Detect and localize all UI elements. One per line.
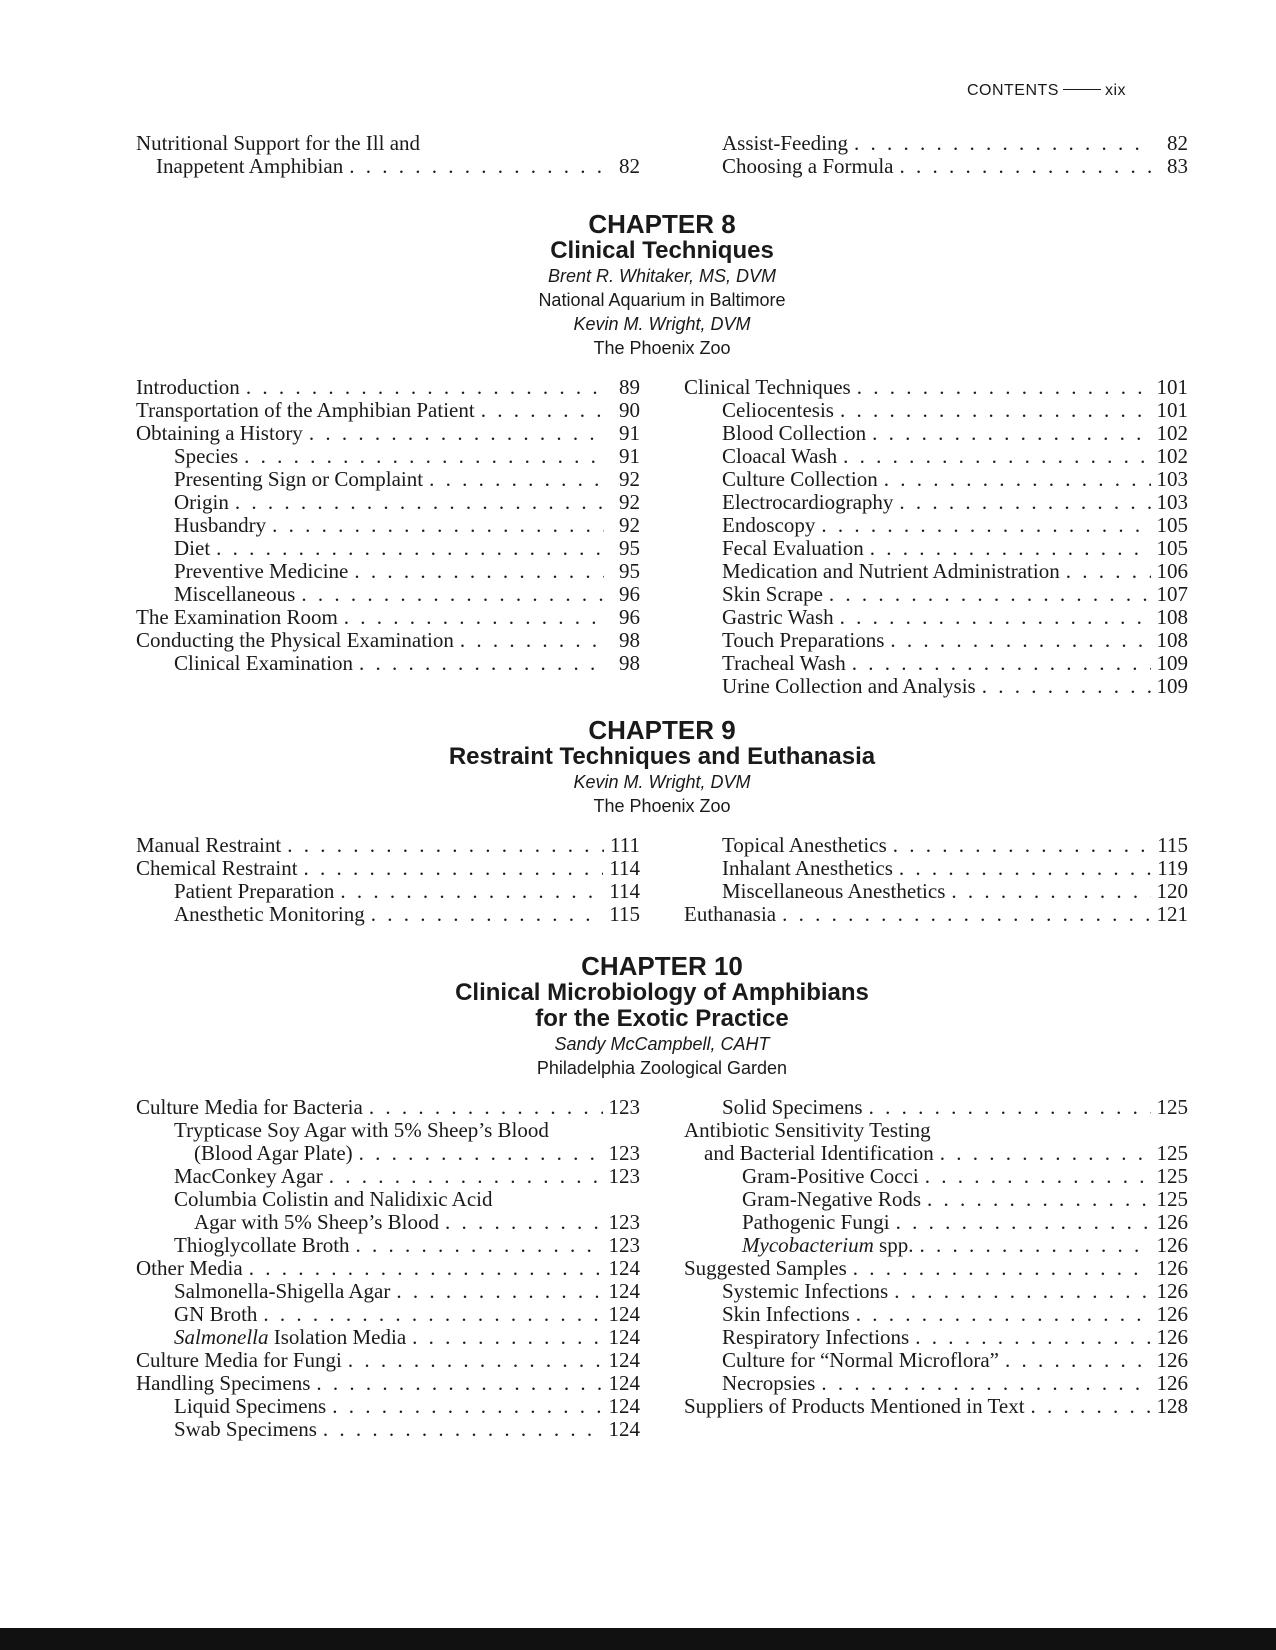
- toc-entry: [684, 1119, 1188, 1142]
- toc-entry-title: Husbandry: [174, 513, 267, 537]
- toc-entry: [136, 1096, 640, 1119]
- toc-entry-title: Diet: [174, 536, 211, 560]
- toc-leader-dots: [445, 1211, 603, 1234]
- toc-entry: [684, 399, 1188, 422]
- toc-entry-title: Cloacal Wash: [722, 444, 838, 468]
- toc-entry-page: 124: [608, 1302, 640, 1326]
- chapter-institution: The Phoenix Zoo: [593, 796, 731, 816]
- toc-leader-dots: [829, 583, 1151, 606]
- toc-leader-dots: [309, 422, 604, 445]
- toc-entry-page: 91: [619, 421, 640, 445]
- toc-entry-page: 125: [1156, 1141, 1188, 1165]
- toc-entry-title: Preventive Medicine: [174, 559, 349, 583]
- toc-entry: [136, 583, 640, 606]
- toc-entry: Choosing a Formula . . . 83: [722, 155, 1188, 178]
- toc-entry: [684, 1234, 1188, 1257]
- toc-entry-title: Topical Anesthetics: [722, 833, 887, 857]
- toc-entry-page: 123: [608, 1095, 640, 1119]
- toc-entry: [684, 1096, 1188, 1119]
- toc-leader-dots: [899, 857, 1151, 880]
- contents-continuation: [136, 132, 1188, 178]
- toc-entry-page: 126: [1156, 1256, 1188, 1280]
- chapter-heading: [136, 952, 1188, 1080]
- toc-entry-title: Transportation of the Amphibian Patient: [136, 398, 475, 422]
- toc-leader-dots: [843, 445, 1150, 468]
- toc-leader-dots: [893, 834, 1152, 857]
- toc-entry: [684, 1395, 1188, 1418]
- toc-entry: [684, 1211, 1188, 1234]
- chapter-9: [136, 716, 1188, 926]
- toc-entry-page: 124: [608, 1325, 640, 1349]
- toc-entry-title: Gastric Wash: [722, 605, 834, 629]
- toc-leader-dots: [821, 1372, 1150, 1395]
- toc-leader-dots: [412, 1326, 602, 1349]
- toc-entry-title: Introduction: [136, 375, 240, 399]
- toc-entry: [136, 468, 640, 491]
- toc-entry-page: 124: [608, 1417, 640, 1441]
- toc-entry-title: Manual Restraint: [136, 833, 282, 857]
- toc-entry-page: 95: [619, 536, 640, 560]
- toc-leader-dots: [216, 537, 604, 560]
- toc-col-right: [684, 132, 1188, 178]
- chapter-author: Sandy McCampbell, CAHT: [554, 1034, 770, 1054]
- toc-entry-page: 92: [619, 467, 640, 491]
- chapter-author: Kevin M. Wright, DVM: [573, 772, 751, 792]
- toc-leader-dots: [460, 629, 604, 652]
- toc-entry-title: Gram-Negative Rods: [742, 1187, 922, 1211]
- toc-leader-dots: [396, 1280, 602, 1303]
- toc-entry: [684, 537, 1188, 560]
- toc-leader-dots: [348, 1349, 603, 1372]
- toc-leader-dots: [927, 1188, 1150, 1211]
- toc-entry-title: Pathogenic Fungi: [742, 1210, 890, 1234]
- toc-entry-title: Culture Collection: [722, 467, 878, 491]
- toc-entry-title: Origin: [174, 490, 229, 514]
- toc-entry: [684, 629, 1188, 652]
- toc-entry: [684, 1372, 1188, 1395]
- toc-entry: [136, 903, 640, 926]
- toc-leader-dots: [925, 1165, 1151, 1188]
- toc-entry-title: GN Broth: [174, 1302, 258, 1326]
- toc-entry: [136, 857, 640, 880]
- toc-entry-page: 101: [1156, 375, 1188, 399]
- toc-entry-title: Systemic Infections: [722, 1279, 889, 1303]
- toc-entry: [136, 491, 640, 514]
- toc-entry: [136, 652, 640, 675]
- running-head-section: CONTENTS: [966, 82, 1059, 99]
- toc-entry: [684, 491, 1188, 514]
- toc-leader-dots: [332, 1395, 602, 1418]
- toc-entry-title: Celiocentesis: [722, 398, 834, 422]
- toc-entry: [684, 1280, 1188, 1303]
- toc-leader-dots: [263, 1303, 602, 1326]
- toc-entry-page: 121: [1156, 902, 1188, 926]
- toc-leader-dots: [359, 1142, 603, 1165]
- toc-col-right: [684, 834, 1188, 926]
- toc-entry-page: 115: [1157, 833, 1188, 857]
- toc-leader-dots: [940, 1142, 1151, 1165]
- toc-leader-dots: [870, 537, 1151, 560]
- toc-entry: Nutritional Support for the Ill and: [136, 131, 421, 155]
- toc-leader-dots: [359, 652, 604, 675]
- toc-leader-dots: [323, 1418, 603, 1441]
- toc-leader-dots: [857, 376, 1151, 399]
- toc-col-left: [136, 834, 640, 926]
- toc-entry-page: 126: [1156, 1210, 1188, 1234]
- toc-entry-title: Tracheal Wash: [722, 651, 846, 675]
- toc-entry-page: 126: [1156, 1371, 1188, 1395]
- toc-entry-title: Miscellaneous Anesthetics: [722, 879, 946, 903]
- toc-entry-title: MacConkey Agar: [174, 1164, 323, 1188]
- toc-col-left: [136, 132, 640, 178]
- toc-entry-title: Liquid Specimens: [174, 1394, 327, 1418]
- toc-entry: [136, 445, 640, 468]
- toc-entry: [684, 652, 1188, 675]
- toc-entry: [136, 1142, 640, 1165]
- toc-col-left: [136, 376, 640, 698]
- toc-entry-page: 89: [619, 375, 640, 399]
- toc-entry: [136, 834, 640, 857]
- toc-leader-dots: [246, 376, 604, 399]
- toc-entry-page: 103: [1156, 490, 1188, 514]
- toc-entry: [136, 514, 640, 537]
- toc-entry-page: 96: [619, 582, 640, 606]
- toc-leader-dots: [982, 675, 1151, 698]
- toc-entry: [136, 1234, 640, 1257]
- toc-leader-dots: [354, 560, 604, 583]
- toc-entry-title: Electrocardiography: [722, 490, 894, 514]
- toc-entry: [136, 422, 640, 445]
- chapter-title: Clinical Techniques: [550, 237, 774, 264]
- toc-entry: [136, 1349, 640, 1372]
- toc-entry-page: 124: [608, 1279, 640, 1303]
- toc-entry-title: Culture Media for Bacteria: [136, 1095, 363, 1119]
- toc-entry-title: Inhalant Anesthetics: [722, 856, 893, 880]
- toc-entry: [136, 399, 640, 422]
- toc-entry-title: Species: [174, 444, 239, 468]
- toc-entry-page: 92: [619, 490, 640, 514]
- toc-entry-title: Touch Preparations: [722, 628, 885, 652]
- toc-col-right: [684, 1096, 1188, 1441]
- toc-entry-title: Necropsies: [722, 1371, 816, 1395]
- toc-entry: [684, 834, 1188, 857]
- toc-entry: [136, 1211, 640, 1234]
- toc-entry-title: Clinical Examination: [174, 651, 354, 675]
- toc-leader-dots: [1066, 560, 1151, 583]
- toc-entry-page: 123: [608, 1164, 640, 1188]
- toc-leader-dots: [951, 880, 1150, 903]
- toc-entry-title: Salmonella-Shigella Agar: [174, 1279, 391, 1303]
- toc-entry: [136, 1280, 640, 1303]
- toc-entry-page: 105: [1156, 513, 1188, 537]
- toc-entry-page: 91: [619, 444, 640, 468]
- toc-leader-dots: [899, 491, 1150, 514]
- toc-entry-page: 126: [1156, 1325, 1188, 1349]
- toc-entry-page: 105: [1156, 536, 1188, 560]
- toc-entry: [136, 1257, 640, 1280]
- toc-leader-dots: [872, 422, 1150, 445]
- toc-entry-page: 126: [1156, 1279, 1188, 1303]
- toc-entry-page: 95: [619, 559, 640, 583]
- toc-entry-page: 126: [1156, 1233, 1188, 1257]
- toc-entry-page: 124: [608, 1371, 640, 1395]
- toc-leader-dots: [429, 468, 604, 491]
- toc-entry: Assist-Feeding . . . 82: [722, 132, 1188, 155]
- toc-entry-page: 108: [1156, 628, 1188, 652]
- toc-entry-title: Culture Media for Fungi: [136, 1348, 342, 1372]
- toc-entry: [136, 1326, 640, 1349]
- toc-leader-dots: [896, 1211, 1151, 1234]
- toc-leader-dots: [840, 399, 1151, 422]
- chapter-number: CHAPTER 9: [588, 715, 736, 745]
- toc-entry-title: Presenting Sign or Complaint: [174, 467, 424, 491]
- chapter-title-line-2: for the Exotic Practice: [535, 1005, 789, 1032]
- toc-entry-title: Trypticase Soy Agar with 5% Sheep’s Blood: [174, 1118, 549, 1142]
- toc-leader-dots: [329, 1165, 603, 1188]
- toc-entry-page: 109: [1156, 651, 1188, 675]
- chapter-title: Clinical Microbiology of Amphibians: [455, 979, 869, 1006]
- toc-entry-page: 123: [608, 1210, 640, 1234]
- toc-entry-title: Salmonella Isolation Media: [174, 1325, 407, 1349]
- chapter-8: [136, 210, 1188, 698]
- toc-leader-dots: [821, 514, 1150, 537]
- toc-entry-title: Skin Scrape: [722, 582, 823, 606]
- toc-entry: [684, 1165, 1188, 1188]
- toc-entry: Inappetent Amphibian . . . 82: [136, 155, 640, 178]
- toc-entry: [136, 880, 640, 903]
- toc-entry: [684, 1303, 1188, 1326]
- toc-entry-page: 119: [1157, 856, 1188, 880]
- toc-entry: [684, 468, 1188, 491]
- toc-entry-page: 114: [609, 856, 640, 880]
- toc-entry-page: 123: [608, 1141, 640, 1165]
- toc-entry-title: Solid Specimens: [722, 1095, 863, 1119]
- toc-leader-dots: [840, 606, 1151, 629]
- toc-entry: [684, 1142, 1188, 1165]
- toc-entry-page: 124: [608, 1394, 640, 1418]
- toc-entry: [684, 514, 1188, 537]
- toc-entry-title: Fecal Evaluation: [722, 536, 864, 560]
- toc-entry-page: 125: [1156, 1095, 1188, 1119]
- toc-entry-title: Suppliers of Products Mentioned in Text: [684, 1394, 1025, 1418]
- running-head-page: xix: [1104, 82, 1126, 99]
- toc-leader-dots: [869, 1096, 1151, 1119]
- toc-entry-title: Skin Infections: [722, 1302, 850, 1326]
- toc-entry: [684, 675, 1188, 698]
- toc-entry-page: 107: [1156, 582, 1188, 606]
- toc-leader-dots: [287, 834, 604, 857]
- toc-entry-page: 111: [610, 833, 640, 857]
- toc-entry-page: 123: [608, 1233, 640, 1257]
- chapter-title: Restraint Techniques and Euthanasia: [448, 743, 876, 770]
- toc-leader-dots: [890, 629, 1150, 652]
- toc-entry: [136, 1119, 640, 1142]
- chapter-author: Kevin M. Wright, DVM: [573, 314, 751, 334]
- toc-leader-dots: [481, 399, 604, 422]
- toc-entry: [136, 560, 640, 583]
- chapter-heading: [136, 716, 1188, 818]
- chapter-institution: National Aquarium in Baltimore: [538, 290, 786, 310]
- toc-entry: [136, 537, 640, 560]
- toc-entry-title: Antibiotic Sensitivity Testing: [684, 1118, 931, 1142]
- toc-leader-dots: [356, 1234, 603, 1257]
- toc-entry-title: Miscellaneous: [174, 582, 296, 606]
- toc-entry: [684, 903, 1188, 926]
- toc-leader-dots: [316, 1372, 602, 1395]
- toc-entry: [136, 1418, 640, 1441]
- toc-entry: [684, 583, 1188, 606]
- toc-entry-title: Euthanasia: [684, 902, 777, 926]
- toc-entry-page: 106: [1156, 559, 1188, 583]
- toc-entry: [684, 1326, 1188, 1349]
- toc-leader-dots: [1005, 1349, 1151, 1372]
- toc-leader-dots: [371, 903, 604, 926]
- toc-entry-page: 128: [1156, 1394, 1188, 1418]
- toc-leader-dots: [1031, 1395, 1151, 1418]
- toc-entry-page: 90: [619, 398, 640, 422]
- toc-entry-page: 96: [619, 605, 640, 629]
- chapter-10: [136, 952, 1188, 1441]
- toc-entry-title: Gram-Positive Cocci: [742, 1164, 919, 1188]
- chapter-institution: Philadelphia Zoological Garden: [536, 1058, 788, 1078]
- toc-leader-dots: [856, 1303, 1151, 1326]
- toc-entry-title: Urine Collection and Analysis: [722, 674, 976, 698]
- toc-entry-title: Columbia Colistin and Nalidixic Acid: [174, 1187, 493, 1211]
- toc-entry-title: Culture for “Normal Microflora”: [722, 1348, 999, 1372]
- toc-entry-page: 125: [1156, 1187, 1188, 1211]
- toc-leader-dots: [782, 903, 1150, 926]
- toc-entry: [684, 880, 1188, 903]
- toc-entry-title: The Examination Room: [136, 605, 338, 629]
- chapter-number: CHAPTER 10: [581, 951, 743, 981]
- toc-leader-dots: [852, 652, 1151, 675]
- toc-entry: [136, 606, 640, 629]
- scan-edge-bar: [0, 1628, 1276, 1650]
- toc-entry-title: Medication and Nutrient Administration: [722, 559, 1060, 583]
- toc-leader-dots: [344, 606, 604, 629]
- toc-entry-page: 124: [608, 1256, 640, 1280]
- toc-entry-title: Clinical Techniques: [684, 375, 851, 399]
- toc-entry: [684, 1257, 1188, 1280]
- toc-entry: [136, 1372, 640, 1395]
- toc-entry-page: 124: [608, 1348, 640, 1372]
- toc-entry-title: Chemical Restraint: [136, 856, 298, 880]
- toc-entry-page: 120: [1156, 879, 1188, 903]
- toc-leader-dots: [369, 1096, 603, 1119]
- toc-leader-dots: [853, 1257, 1151, 1280]
- toc-entry-title: Thioglycollate Broth: [174, 1233, 350, 1257]
- toc-entry-page: 108: [1156, 605, 1188, 629]
- toc-entry-title: Mycobacterium spp.: [742, 1233, 914, 1257]
- toc-entry: [684, 1188, 1188, 1211]
- toc-entry: [136, 376, 640, 399]
- toc-entry-page: 103: [1156, 467, 1188, 491]
- toc-leader-dots: [272, 514, 604, 537]
- toc-entry-page: 98: [619, 628, 640, 652]
- toc-entry-title: (Blood Agar Plate): [194, 1141, 353, 1165]
- toc-leader-dots: [244, 445, 604, 468]
- toc-leader-dots: [915, 1326, 1150, 1349]
- toc-entry-title: Conducting the Physical Examination: [136, 628, 454, 652]
- toc-col-right: [684, 376, 1188, 698]
- toc-entry: [136, 1395, 640, 1418]
- toc-entry: [684, 606, 1188, 629]
- toc-entry: [136, 1303, 640, 1326]
- toc-entry-page: 126: [1156, 1302, 1188, 1326]
- toc-leader-dots: [235, 491, 604, 514]
- toc-entry-title: Other Media: [136, 1256, 243, 1280]
- chapter-author: Brent R. Whitaker, MS, DVM: [547, 266, 777, 286]
- toc-leader-dots: [340, 880, 603, 903]
- running-head: [967, 82, 1126, 100]
- toc-entry-title: Anesthetic Monitoring: [174, 902, 365, 926]
- toc-entry-title: Suggested Samples: [684, 1256, 847, 1280]
- toc-entry-page: 109: [1156, 674, 1188, 698]
- toc-entry-title: Handling Specimens: [136, 1371, 311, 1395]
- toc-entry-title: Blood Collection: [722, 421, 867, 445]
- toc-entry-page: 92: [619, 513, 640, 537]
- toc-entry-title: Swab Specimens: [174, 1417, 317, 1441]
- toc-entry: [684, 857, 1188, 880]
- toc-entry-page: 98: [619, 651, 640, 675]
- toc-entry-page: 101: [1156, 398, 1188, 422]
- toc-col-left: [136, 1096, 640, 1441]
- toc-leader-dots: [894, 1280, 1150, 1303]
- toc-leader-dots: [884, 468, 1151, 491]
- toc-entry: [684, 1349, 1188, 1372]
- toc-entry-page: 125: [1156, 1164, 1188, 1188]
- toc-entry: [136, 629, 640, 652]
- toc-leader-dots: [304, 857, 604, 880]
- toc-entry: [684, 445, 1188, 468]
- toc-entry-title: Respiratory Infections: [722, 1325, 910, 1349]
- toc-entry: [136, 1165, 640, 1188]
- toc-leader-dots: [301, 583, 604, 606]
- toc-entry: [684, 422, 1188, 445]
- chapter-institution: The Phoenix Zoo: [593, 338, 731, 358]
- toc-leader-dots: [249, 1257, 603, 1280]
- toc-entry-page: 126: [1156, 1348, 1188, 1372]
- toc-entry-title: Agar with 5% Sheep’s Blood: [194, 1210, 439, 1234]
- toc-entry: [684, 560, 1188, 583]
- toc-entry-page: 115: [609, 902, 640, 926]
- toc-leader-dots: [919, 1234, 1150, 1257]
- toc-entry: [684, 376, 1188, 399]
- toc-entry-title: and Bacterial Identification: [704, 1141, 934, 1165]
- chapter-number: CHAPTER 8: [588, 209, 736, 239]
- toc-entry-title: Patient Preparation: [174, 879, 335, 903]
- running-head-dash: [1063, 89, 1101, 90]
- toc-entry-title: Endoscopy: [722, 513, 816, 537]
- toc-entry-page: 114: [609, 879, 640, 903]
- toc-entry-page: 102: [1156, 444, 1188, 468]
- toc-entry-page: 102: [1156, 421, 1188, 445]
- toc-entry: [136, 1188, 640, 1211]
- toc-entry-title: Obtaining a History: [136, 421, 303, 445]
- chapter-heading: [136, 210, 1188, 360]
